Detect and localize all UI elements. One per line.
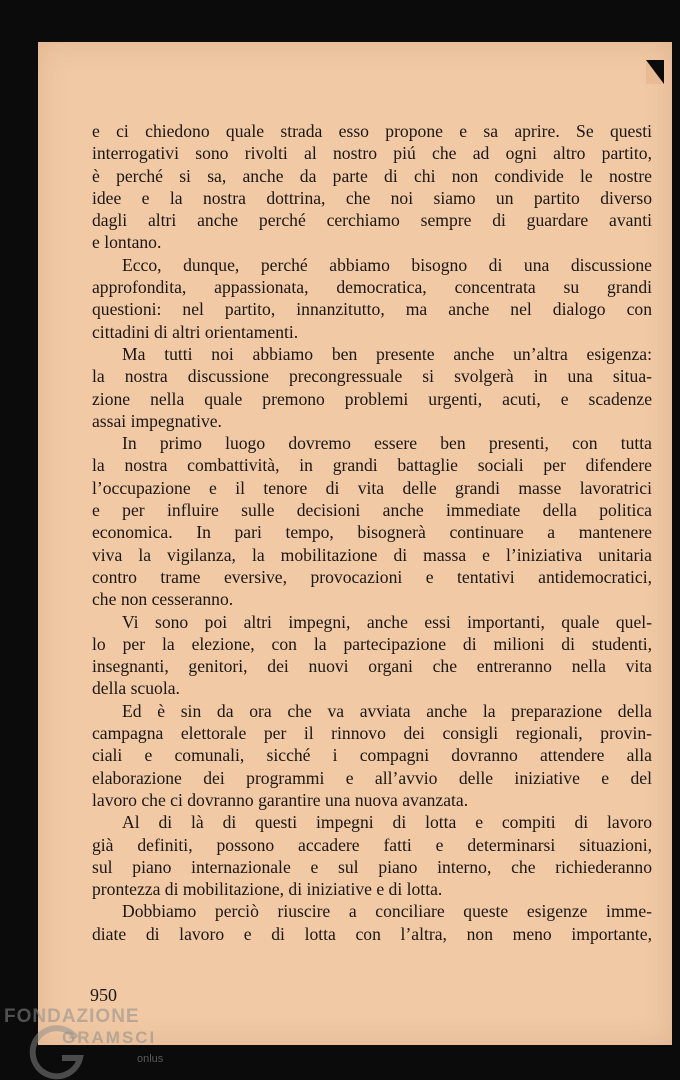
text-line: diate di lavoro e di lotta con l’altra, non meno importante, xyxy=(92,923,652,944)
watermark-suffix: onlus xyxy=(137,1053,164,1065)
text-line: già definiti, possono accadere fatti e determinarsi situazioni, xyxy=(92,834,652,855)
watermark-logo xyxy=(0,1000,200,1080)
watermark-line1: FONDAZIONE xyxy=(4,1006,140,1027)
text-line: l’occupazione e il tenore di vita delle grandi masse lavoratrici xyxy=(92,477,652,498)
text-line: la nostra discussione precongressuale si svolgerà in una situa- xyxy=(92,366,652,387)
text-line: economica. In pari tempo, bisognerà continuare a mantenere xyxy=(92,522,652,543)
page-number: 950 xyxy=(90,985,117,1005)
text-line: lavoro che ci dovranno garantire una nuova avanzata. xyxy=(92,789,469,810)
text-line: è perché si sa, anche da parte di chi non condivide le nostre xyxy=(92,165,652,186)
text-line: che non cesseranno. xyxy=(92,589,234,610)
text-line: lo per la elezione, con la partecipazione di milioni di studenti, xyxy=(92,633,652,654)
text-line: della scuola. xyxy=(92,678,180,699)
text-line: Vi sono poi altri impegni, anche essi importanti, quale quel- xyxy=(122,611,652,632)
text-line: assai impegnative. xyxy=(92,410,222,431)
text-line: Dobbiamo perciò riuscire a conciliare queste esigenze imme- xyxy=(122,901,652,922)
text-line: approfondita, appassionata, democratica, concentrata su grandi xyxy=(92,277,652,298)
text-line: campagna elettorale per il rinnovo dei consigli regionali, provin- xyxy=(92,723,652,744)
text-line: Ma tutti noi abbiamo ben presente anche un’altra esigenza: xyxy=(122,343,652,364)
text-line: prontezza di mobilitazione, di iniziative e di lotta. xyxy=(92,879,443,900)
text-line: dagli altri anche perché cerchiamo sempre di guardare avanti xyxy=(92,210,652,231)
text-line: Al di là di questi impegni di lotta e compiti di lavoro xyxy=(122,812,652,833)
text-line: In primo luogo dovremo essere ben presenti, con tutta xyxy=(122,433,652,454)
text-line: e lontano. xyxy=(92,232,162,253)
text-line: ciali e comunali, sicché i compagni dovranno attendere alla xyxy=(92,745,652,766)
body-text xyxy=(92,120,652,945)
text-line: elaborazione dei programmi e all’avvio delle iniziative e del xyxy=(92,767,652,788)
text-line: sul piano internazionale e sul piano interno, che richiederanno xyxy=(92,856,652,877)
book-page xyxy=(38,42,672,1045)
text-line: cittadini di altri orientamenti. xyxy=(92,321,299,342)
text-line: zione nella quale premono problemi urgenti, acuti, e scadenze xyxy=(92,388,652,409)
text-line: viva la vigilanza, la mobilitazione di massa e l’iniziativa unitaria xyxy=(92,544,652,565)
text-line: interrogativi sono rivolti al nostro piú che ad ogni altro partito, xyxy=(92,143,652,164)
text-line: e per influire sulle decisioni anche immediate della politica xyxy=(92,500,652,521)
text-line: questioni: nel partito, innanzitutto, ma anche nel dialogo con xyxy=(92,299,652,320)
text-line: idee e la nostra dottrina, che noi siamo un partito diverso xyxy=(92,187,652,208)
text-line: Ed è sin da ora che va avviata anche la preparazione della xyxy=(122,700,652,721)
text-line: Ecco, dunque, perché abbiamo bisogno di una discussione xyxy=(122,254,652,275)
text-line: e ci chiedono quale strada esso propone e sa aprire. Se questi xyxy=(92,121,652,141)
text-line: la nostra combattività, in grandi battaglie sociali per difendere xyxy=(92,455,652,476)
page-corner-fold xyxy=(646,60,664,84)
watermark-line2: GRAMSCI xyxy=(62,1028,157,1047)
text-line: contro trame eversive, provocazioni e tentativi antidemocratici, xyxy=(92,566,652,587)
text-line: insegnanti, genitori, dei nuovi organi che entreranno nella vita xyxy=(92,656,652,677)
